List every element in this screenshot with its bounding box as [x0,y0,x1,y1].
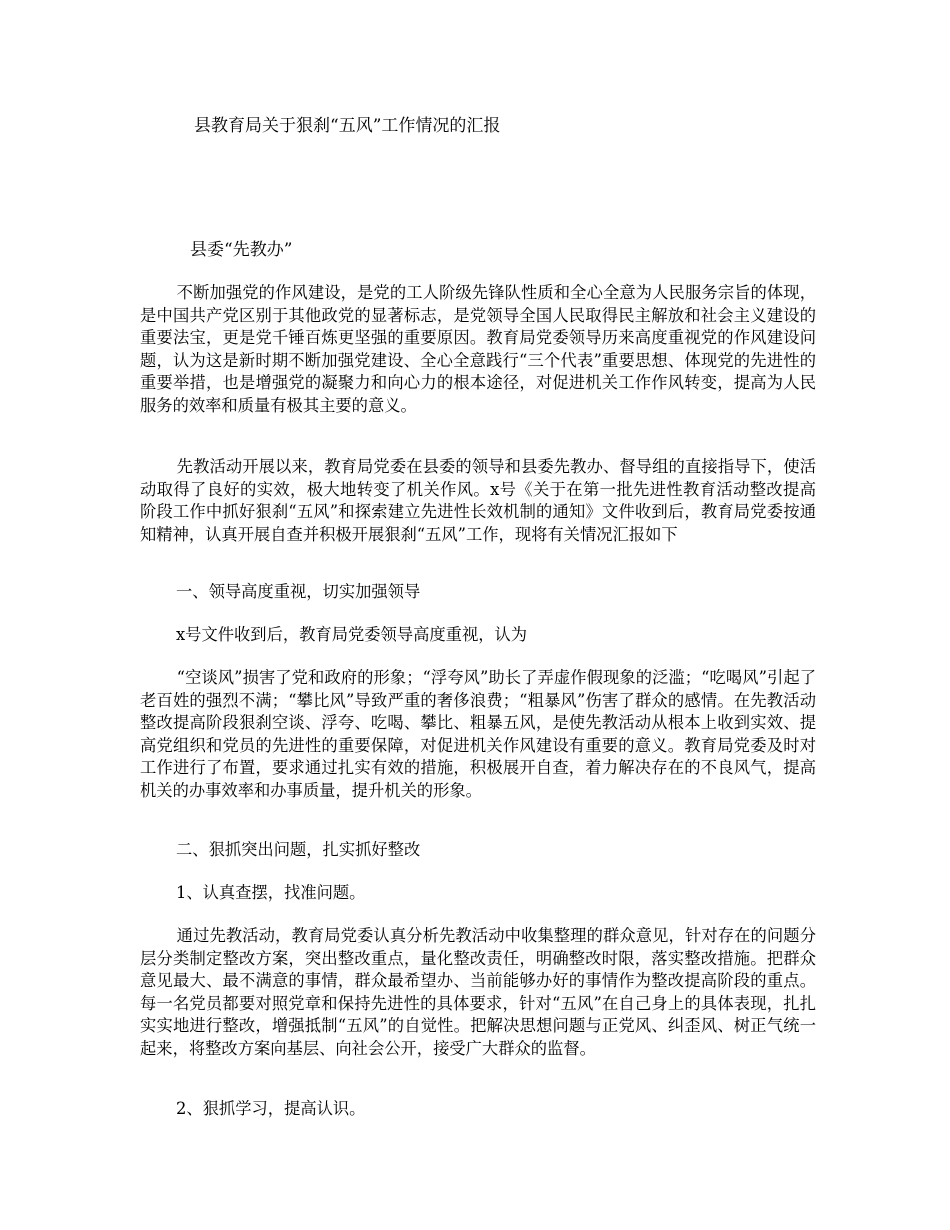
paragraph-background: 先教活动开展以来，教育局党委在县委的领导和县委先教办、督导组的直接指导下，使活动取得了良好的实效，极大地转变了机关作风。x号《关于在第一批先进性教育活动整改提高阶段工作中抓好狠刹“五风”和探索建立先进性长效机制的通知》文件收到后，教育局党委按通知精神，认真开展自查并积极开展狠刹“五风”工作，现将有关情况汇报如下 [140,457,816,544]
subsection-heading-2: 2、狠抓学习，提高认识。 [176,1099,366,1118]
paragraph-five-winds: “空谈风”损害了党和政府的形象；“浮夸风”助长了弄虚作假现象的泛滥；“吃喝风”引起了老百姓的强烈不满；“攀比风”导致严重的奢侈浪费；“粗暴风”伤害了群众的感情。在先教活动整改提高阶段狠刹空谈、浮夸、吃喝、攀比、粗暴五风，是使先教活动从根本上收到实效、提高党组织和党员的先进性的重要保障，对促进机关作风建设有重要的意义。教育局党委及时对工作进行了布置，要求通过扎实有效的措施，积极展开自查，着力解决存在的不良风气，提高机关的办事效率和办事质量，提升机关的形象。 [140,668,816,800]
subsection-heading-1: 1、认真查摆，找准问题。 [176,883,366,902]
issuing-department: 县委“先教办” [190,240,293,260]
document-title: 县教育局关于狠刹“五风”工作情况的汇报 [194,116,501,136]
paragraph-rectification: 通过先教活动，教育局党委认真分析先教活动中收集整理的群众意见，针对存在的问题分层分类制定整改方案，突出整改重点，量化整改责任，明确整改时限，落实整改措施。把群众意见最大、最不满意的事情，群众最希望办、当前能够办好的事情作为整改提高阶段的重点。每一名党员都要对照党章和保持先进性的具体要求，针对“五风”在自己身上的具体表现，扎扎实实地进行整改，增强抵制“五风”的自觉性。把解决思想问题与正党风、纠歪风、树正气统一起来，将整改方案向基层、向社会公开，接受广大群众的监督。 [140,926,816,1058]
paragraph-intro: 不断加强党的作风建设，是党的工人阶级先锋队性质和全心全意为人民服务宗旨的体现，是中国共产党区别于其他政党的显著标志，是党领导全国人民取得民主解放和社会主义建设的重要法宝，更是党千锤百炼更坚强的重要原因。教育局党委领导历来高度重视党的作风建设问题，认为这是新时期不断加强党建设、全心全意践行“三个代表”重要思想、体现党的先进性的重要举措，也是增强党的凝聚力和向心力的根本途径，对促进机关工作作风转变，提高为人民服务的效率和质量有极其主要的意义。 [140,283,816,415]
paragraph-document-received: x号文件收到后，教育局党委领导高度重视，认为 [176,625,528,644]
section-heading-1: 一、领导高度重视，切实加强领导 [176,582,421,601]
section-heading-2: 二、狠抓突出问题，扎实抓好整改 [176,840,421,859]
